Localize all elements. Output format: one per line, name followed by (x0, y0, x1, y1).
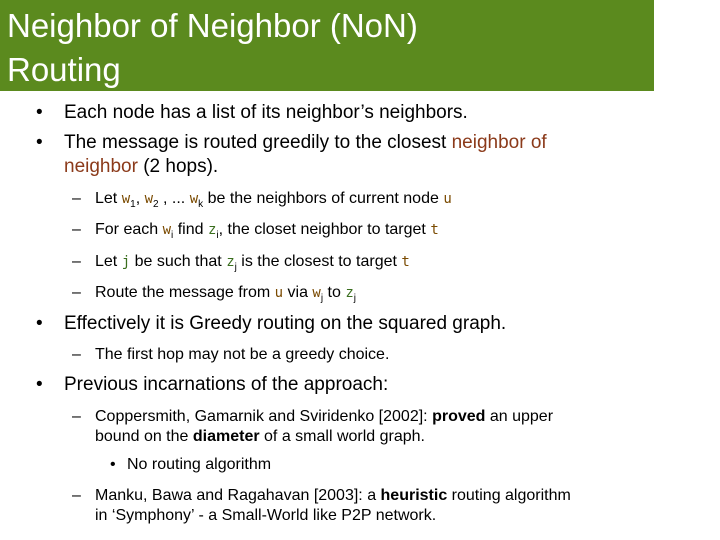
sub-4-via: via (283, 284, 313, 301)
sub-3-text (95, 252, 695, 278)
sub-7-text: No routing algorithm (127, 456, 272, 473)
sub-6-bold-proved: proved (432, 408, 486, 425)
bullet-1-text: Each node has a list of its neighbor’s neighbors. (64, 102, 468, 123)
sub-2-mid: find (173, 221, 208, 238)
sub-1: 1 (130, 199, 136, 211)
var-wj: w (312, 285, 321, 301)
var-w1: w (121, 191, 131, 207)
bullet-dot: • (36, 374, 43, 395)
sub-3-mid: be such that (130, 253, 227, 270)
sub-i: i (171, 230, 174, 242)
sub-6-mid: an upper (485, 408, 554, 425)
title-line-1: Neighbor of Neighbor (NoN) (7, 7, 418, 44)
var-t: t (401, 254, 410, 270)
dash: – (72, 190, 81, 207)
bullet-dot: • (36, 102, 43, 123)
bullet-3-text: Effectively it is Greedy routing on the squared graph. (64, 313, 507, 334)
sub-1-text (95, 189, 695, 215)
dash: – (72, 284, 81, 301)
sub-k: k (198, 199, 204, 211)
sub-5-text: The first hop may not be a greedy choice. (95, 346, 390, 363)
dash: – (72, 346, 81, 363)
sub-2-text (95, 220, 695, 246)
var-u: u (274, 285, 284, 301)
var-zj: z (226, 254, 235, 270)
dash: – (72, 408, 81, 425)
sub-6-bold-diameter: diameter (192, 428, 260, 445)
sub-1-let: Let (95, 190, 122, 207)
bullet-2-accent-1: neighbor of (451, 132, 547, 153)
var-wk: w (189, 191, 199, 207)
sub-3-post: is the closest to target (236, 253, 402, 270)
sep: , ... (158, 190, 190, 207)
var-u: u (443, 191, 452, 207)
sub-8-bold-heuristic: heuristic (380, 487, 448, 504)
sub-6-line2-pre: bound on the (95, 428, 193, 445)
bullet-2-accent-2: neighbor (64, 156, 138, 177)
sub-6-line2-post: of a small world graph. (259, 428, 425, 445)
dash: – (72, 221, 81, 238)
sub-2-pre: For each (95, 221, 163, 238)
var-zi: z (207, 222, 217, 238)
var-t: t (430, 222, 439, 238)
bullet-2-post: (2 hops). (137, 156, 219, 177)
sub-4-text (95, 283, 695, 309)
dash: – (72, 487, 81, 504)
var-wi: w (162, 222, 172, 238)
sub-zj: j (353, 293, 356, 305)
sub-6-pre: Coppersmith, Gamarnik and Sviridenko [2002]: (95, 408, 433, 425)
sub-4-pre: Route the message from (95, 284, 275, 301)
sub-8-post: routing algorithm (447, 487, 571, 504)
title-line-2: Routing (7, 51, 121, 88)
sub-wj: j (320, 293, 324, 305)
bullet-dot: • (36, 313, 43, 334)
sub-j: j (234, 262, 237, 274)
sub-8-line2: in ‘Symphony’ - a Small-World like P2P network. (95, 507, 437, 524)
sub-6-text (95, 407, 695, 447)
var-j: j (121, 254, 131, 270)
sub-8-pre: Manku, Bawa and Ragahavan [2003]: a (95, 487, 381, 504)
slide-title (7, 4, 647, 92)
var-w2: w (144, 191, 154, 207)
bullet-dot: • (36, 132, 43, 153)
bullet-4-text: Previous incarnations of the approach: (64, 374, 389, 395)
sub-8-text (95, 486, 695, 526)
dash: – (72, 253, 81, 270)
sub-3-pre: Let (95, 253, 122, 270)
sub-1-mid: be the neighbors of current node (203, 190, 444, 207)
var-zj: z (345, 285, 354, 301)
bullet-2-pre: The message is routed greedily to the closest (64, 132, 452, 153)
sub-2-post: , the closet neighbor to target (218, 221, 431, 238)
bullet-2-text (64, 131, 684, 179)
sub-4-to: to (323, 284, 346, 301)
sep: , (135, 190, 145, 207)
sub-2: 2 (153, 199, 159, 211)
sub-zi: i (216, 230, 219, 242)
bullet-dot-small: • (110, 456, 116, 473)
